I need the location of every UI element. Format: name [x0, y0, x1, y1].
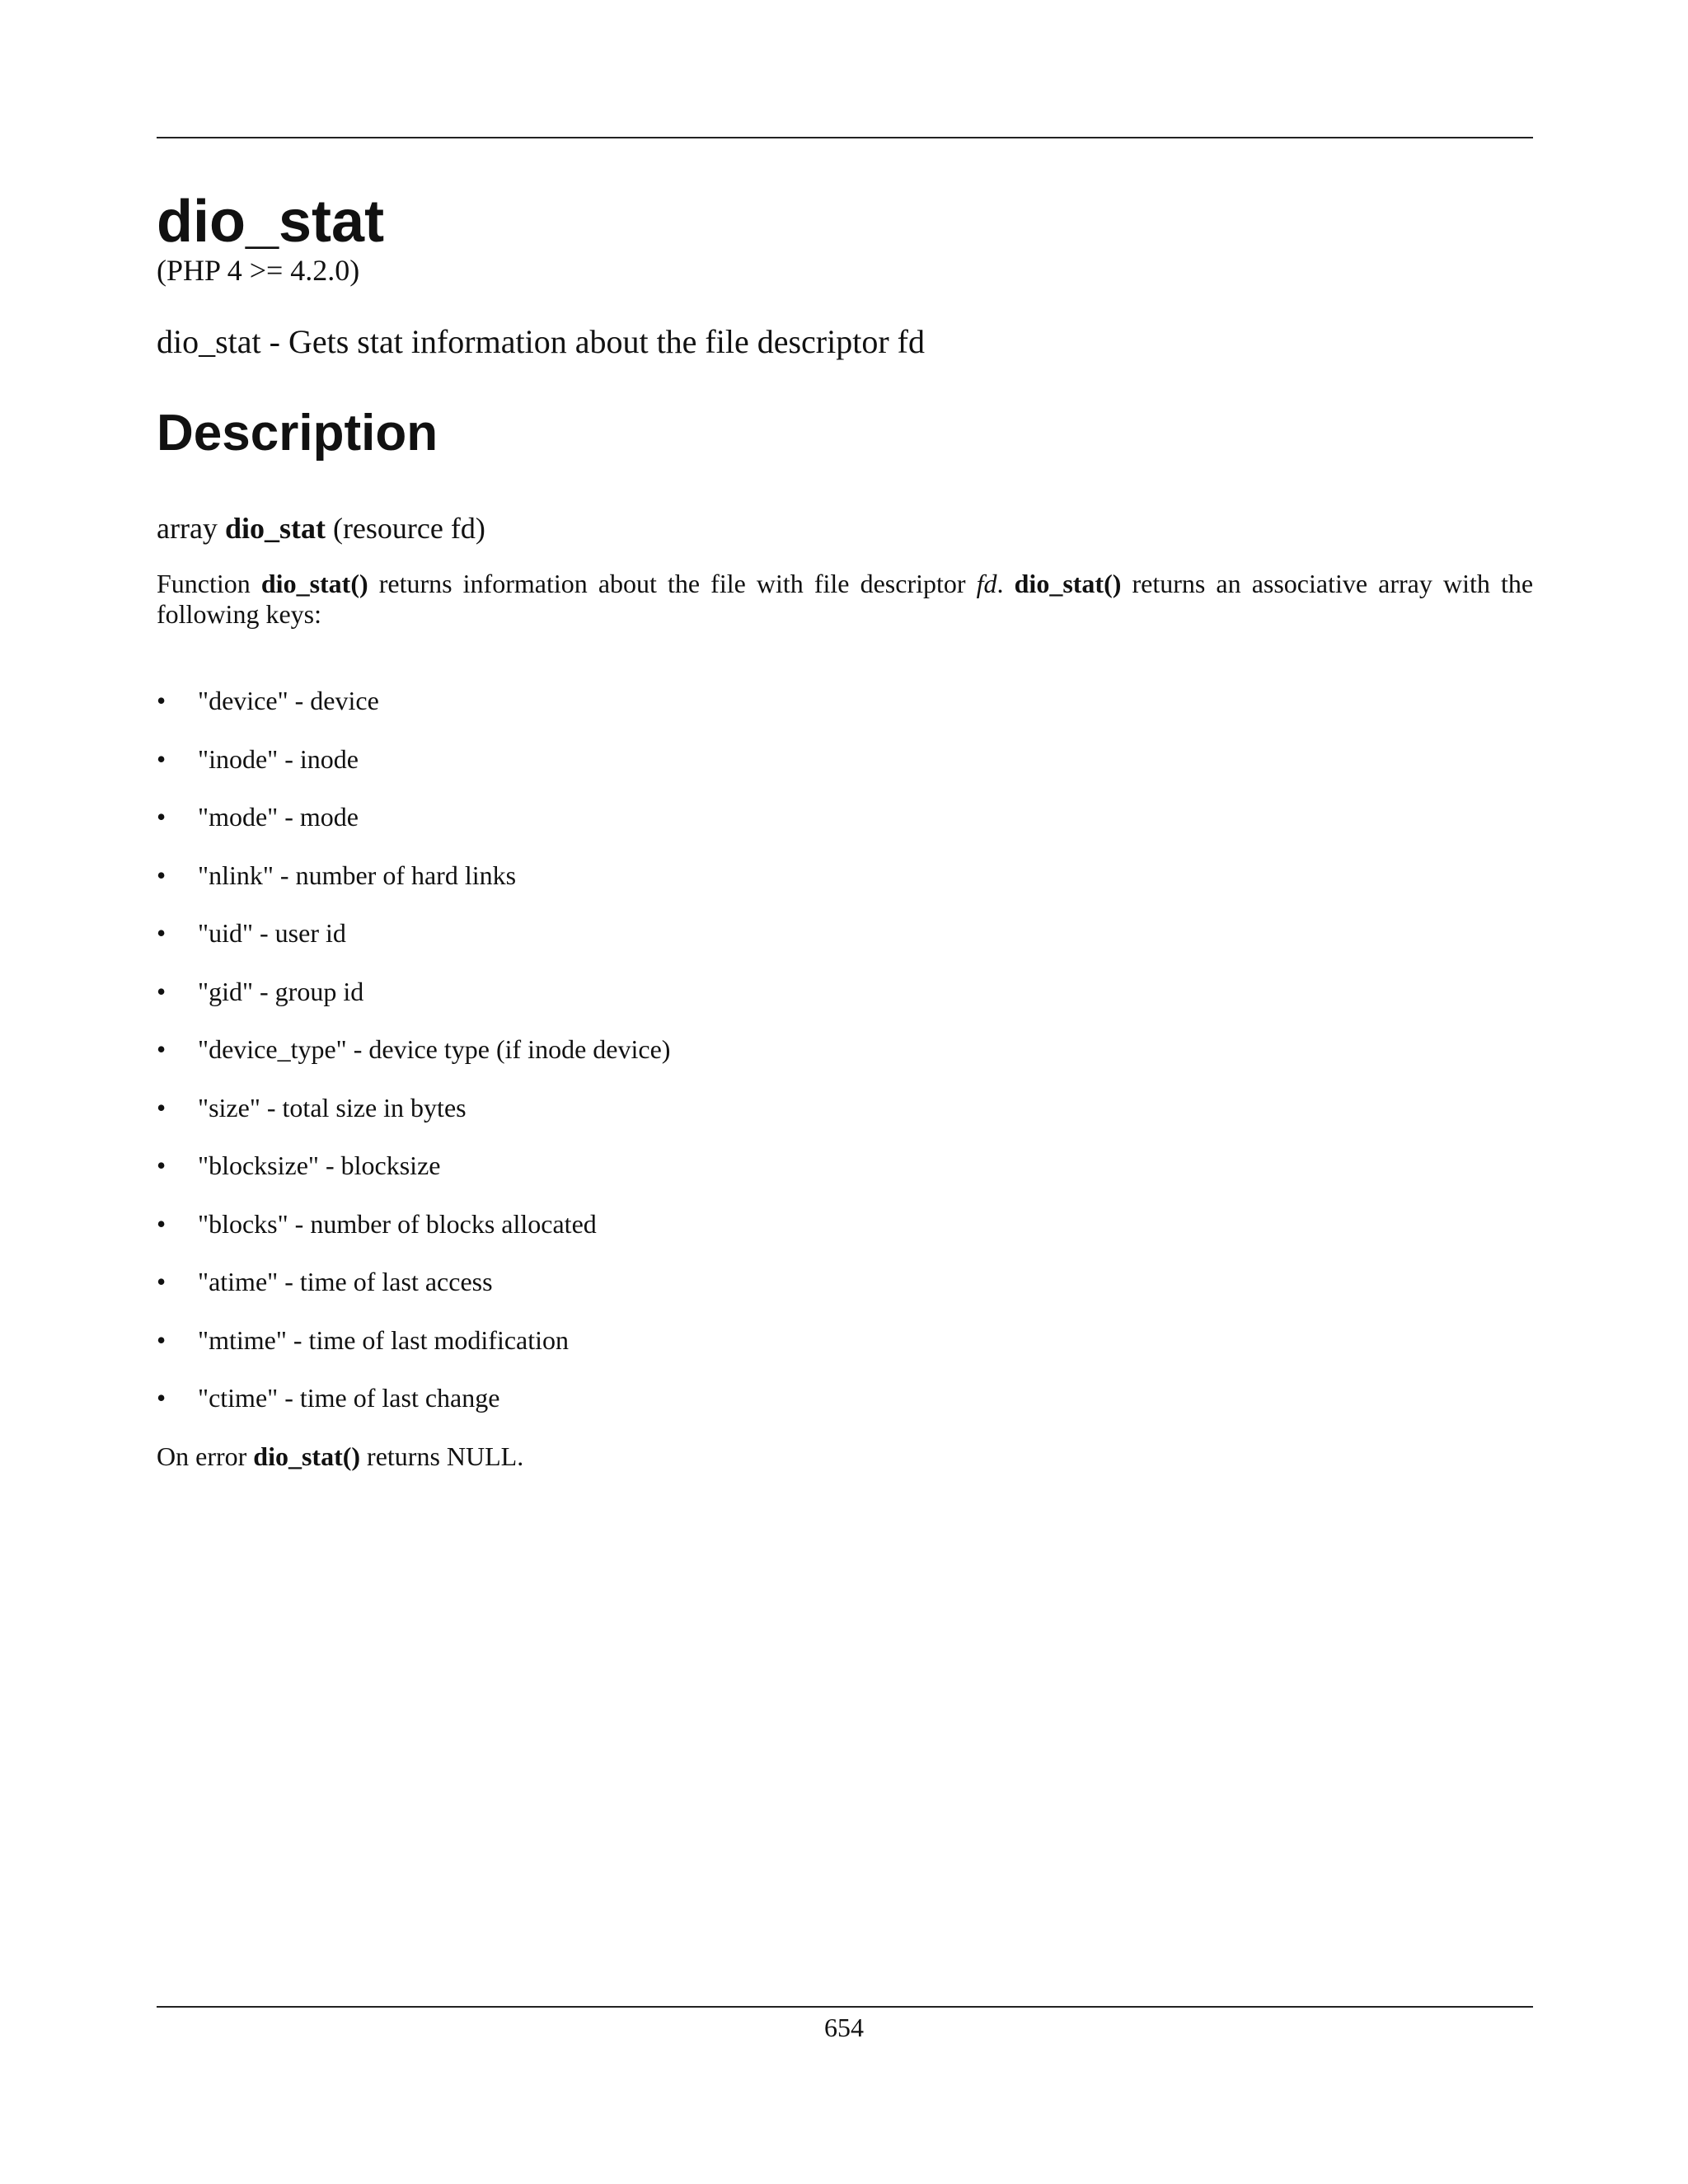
- version-info: (PHP 4 >= 4.2.0): [157, 254, 360, 287]
- parameter-reference: fd: [976, 569, 997, 598]
- synopsis-function-name: dio_stat: [224, 512, 326, 545]
- list-item-text: "atime" - time of last access: [198, 1267, 493, 1296]
- list-item-text: "ctime" - time of last change: [198, 1383, 500, 1413]
- list-item-text: "mtime" - time of last modification: [198, 1324, 570, 1355]
- list-item-text: "inode" - inode: [198, 743, 359, 774]
- paragraph-text: returns NULL.: [360, 1441, 524, 1471]
- list-item: [157, 1207, 670, 1266]
- bullet-icon: •: [157, 918, 166, 948]
- list-item: [157, 916, 670, 975]
- function-reference: dio_stat(): [260, 569, 368, 598]
- function-purpose: dio_stat - Gets stat information about the file descriptor fd: [157, 323, 925, 360]
- list-item-text: "blocksize" - blocksize: [198, 1151, 441, 1180]
- list-item-text: "gid" - group id: [198, 976, 364, 1006]
- paragraph-text: returns information about the file with file descriptor: [368, 569, 977, 598]
- paragraph-text: On error: [157, 1441, 254, 1471]
- bullet-icon: •: [157, 1267, 166, 1296]
- list-item-text: "blocks" - number of blocks allocated: [198, 1208, 597, 1239]
- list-item: [157, 1091, 670, 1150]
- list-item: [157, 1149, 670, 1207]
- list-item-text: "device" - device: [198, 686, 379, 715]
- bullet-icon: •: [157, 1092, 166, 1122]
- bullet-icon: •: [157, 1151, 166, 1180]
- list-item: [157, 743, 670, 801]
- list-item-text: "uid" - user id: [198, 918, 346, 948]
- bullet-icon: •: [157, 1208, 166, 1239]
- list-item-text: "nlink" - number of hard links: [198, 860, 517, 890]
- list-item: [157, 1381, 670, 1440]
- list-item-text: "device_type" - device type (if inode device): [198, 1034, 671, 1064]
- bullet-icon: •: [157, 802, 166, 832]
- function-synopsis: [157, 509, 485, 547]
- synopsis-return-type: array: [157, 512, 218, 545]
- keys-list: [157, 684, 670, 1440]
- function-reference: dio_stat(): [253, 1441, 361, 1471]
- list-item: [157, 1324, 670, 1382]
- error-paragraph: [157, 1440, 523, 1473]
- bullet-icon: •: [157, 686, 166, 715]
- section-heading-description: Description: [157, 405, 438, 462]
- function-title: dio_stat: [157, 189, 385, 255]
- page-number: 654: [824, 2013, 864, 2042]
- list-item: [157, 800, 670, 859]
- bullet-icon: •: [157, 1383, 166, 1413]
- list-item: [157, 859, 670, 917]
- list-item: [157, 1265, 670, 1324]
- synopsis-params: (resource fd): [332, 512, 485, 545]
- list-item-text: "size" - total size in bytes: [198, 1092, 467, 1122]
- bullet-icon: •: [157, 1324, 166, 1355]
- paragraph-text: .: [996, 569, 1015, 598]
- bullet-icon: •: [157, 860, 166, 890]
- paragraph-text: returns an associative array with the following keys:: [157, 569, 1534, 629]
- function-reference: dio_stat(): [1014, 569, 1122, 598]
- bullet-icon: •: [157, 976, 166, 1006]
- footer-rule: [157, 2006, 1533, 2008]
- paragraph-text: Function: [157, 569, 261, 598]
- list-item: [157, 684, 670, 743]
- list-item: [157, 1033, 670, 1091]
- bullet-icon: •: [157, 743, 166, 774]
- description-paragraph: [157, 569, 1533, 630]
- header-rule: [157, 137, 1533, 138]
- list-item: [157, 975, 670, 1033]
- bullet-icon: •: [157, 1034, 166, 1064]
- list-item-text: "mode" - mode: [198, 802, 359, 832]
